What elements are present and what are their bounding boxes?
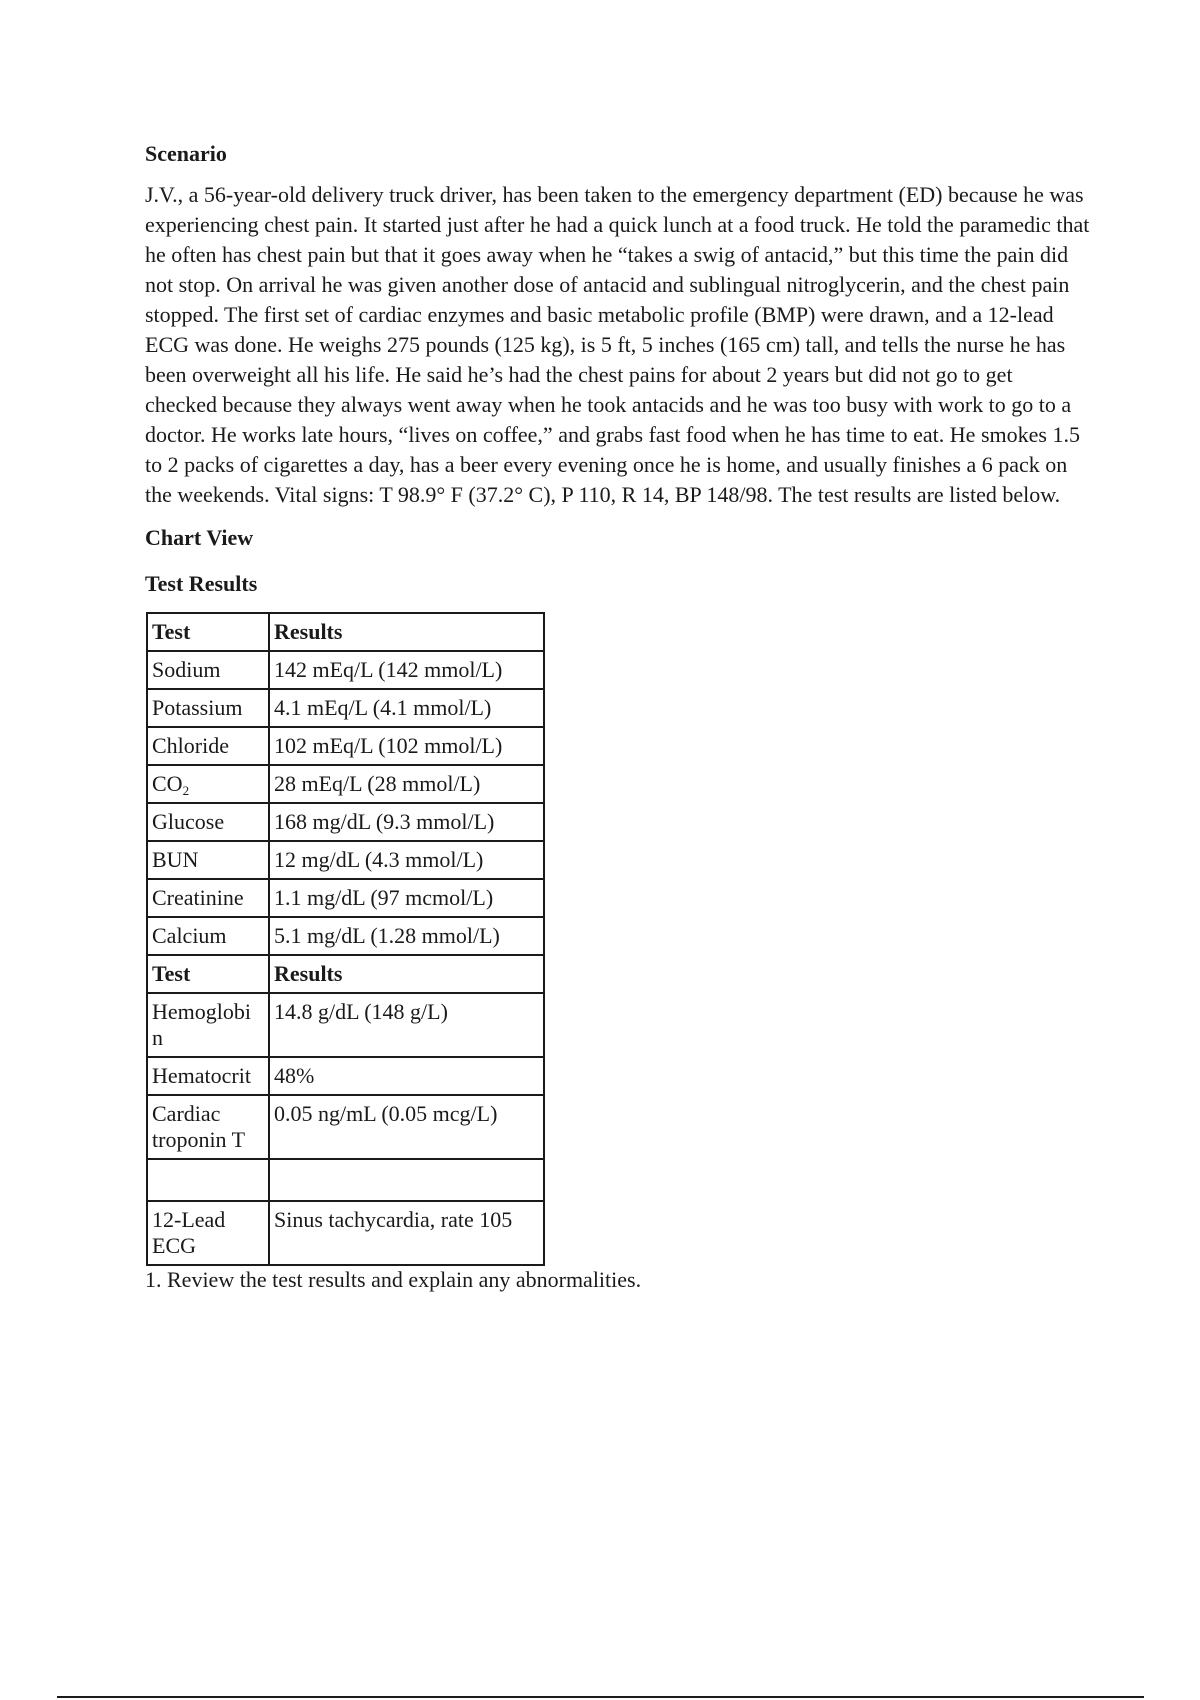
test-result-cell: 5.1 mg/dL (1.28 mmol/L)	[269, 917, 544, 955]
test-result-cell: 168 mg/dL (9.3 mmol/L)	[269, 803, 544, 841]
table-row	[147, 803, 544, 841]
test-result-cell: 4.1 mEq/L (4.1 mmol/L)	[269, 689, 544, 727]
test-name-cell: Cardiac troponin T	[147, 1095, 269, 1159]
test-results-heading: Test Results	[145, 571, 258, 596]
test-result-cell: 14.8 g/dL (148 g/L)	[269, 993, 544, 1057]
scenario-paragraph: J.V., a 56-year-old delivery truck driver, has been taken to the emergency department (ED) because he was experiencing chest pain. It started just after he had a quick lunch at a food truck. He told the paramedic that he often has chest pain but that it goes away when he “takes a swig of antacid,” but this time the pain did not stop. On arrival he was given another dose of antacid and sublingual nitroglycerin, and the chest pain stopped. The first set of cardiac enzymes and basic metabolic profile (BMP) were drawn, and a 12-lead ECG was done. He weighs 275 pounds (125 kg), is 5 ft, 5 inches (165 cm) tall, and tells the nurse he has been overweight all his life. He said he’s had the chest pains for about 2 years but did not go to get checked because they always went away when he took antacids and he was too busy with work to go to a doctor. He works late hours, “lives on coffee,” and grabs fast food when he has time to eat. He smokes 1.5 to 2 packs of cigarettes a day, has a beer every evening once he is home, and usually finishes a 6 pack on the weekends. Vital signs: T 98.9° F (37.2° C), P 110, R 14, BP 148/98. The test results are listed below.	[145, 182, 1090, 507]
table-row	[147, 1095, 544, 1159]
test-name-cell: Creatinine	[147, 879, 269, 917]
test-result-cell: 12 mg/dL (4.3 mmol/L)	[269, 841, 544, 879]
document-page	[145, 140, 1090, 1294]
test-name-cell: Glucose	[147, 803, 269, 841]
footer-divider	[57, 1696, 1144, 1698]
header-test-cell: Test	[147, 955, 269, 993]
test-name-cell: 12-Lead ECG	[147, 1201, 269, 1265]
table-header-row	[147, 613, 544, 651]
header-results-cell: Results	[269, 613, 544, 651]
table-header-row	[147, 955, 544, 993]
table-row	[147, 993, 544, 1057]
header-results-cell: Results	[269, 955, 544, 993]
test-name-cell	[147, 765, 269, 803]
table-row	[147, 879, 544, 917]
table-row	[147, 1057, 544, 1095]
table-row	[147, 1159, 544, 1201]
test-result-cell: 0.05 ng/mL (0.05 mcg/L)	[269, 1095, 544, 1159]
table-row	[147, 727, 544, 765]
table-row	[147, 765, 544, 803]
co2-subscript: 2	[182, 783, 190, 798]
table-row	[147, 841, 544, 879]
header-test-cell: Test	[147, 613, 269, 651]
table-row	[147, 917, 544, 955]
test-result-cell: 28 mEq/L (28 mmol/L)	[269, 765, 544, 803]
test-result-cell: 142 mEq/L (142 mmol/L)	[269, 651, 544, 689]
test-name-cell: Calcium	[147, 917, 269, 955]
test-name-cell: BUN	[147, 841, 269, 879]
hemoglobin-label: Hemoglobi n	[152, 999, 251, 1050]
test-name-cell: Sodium	[147, 651, 269, 689]
test-name-cell: Potassium	[147, 689, 269, 727]
test-result-cell	[269, 1159, 544, 1201]
test-result-cell: 102 mEq/L (102 mmol/L)	[269, 727, 544, 765]
co2-label: CO	[152, 771, 183, 796]
chart-view-heading: Chart View	[145, 525, 254, 550]
table-row	[147, 651, 544, 689]
test-name-cell: Hematocrit	[147, 1057, 269, 1095]
test-result-cell: Sinus tachycardia, rate 105	[269, 1201, 544, 1265]
test-result-cell: 48%	[269, 1057, 544, 1095]
table-row	[147, 1201, 544, 1265]
test-results-table	[146, 612, 545, 1266]
test-name-cell	[147, 1159, 269, 1201]
scenario-heading: Scenario	[145, 141, 227, 166]
question-1: 1. Review the test results and explain any abnormalities.	[145, 1267, 642, 1292]
test-result-cell: 1.1 mg/dL (97 mcmol/L)	[269, 879, 544, 917]
test-name-cell: Chloride	[147, 727, 269, 765]
table-row	[147, 689, 544, 727]
test-name-cell	[147, 993, 269, 1057]
